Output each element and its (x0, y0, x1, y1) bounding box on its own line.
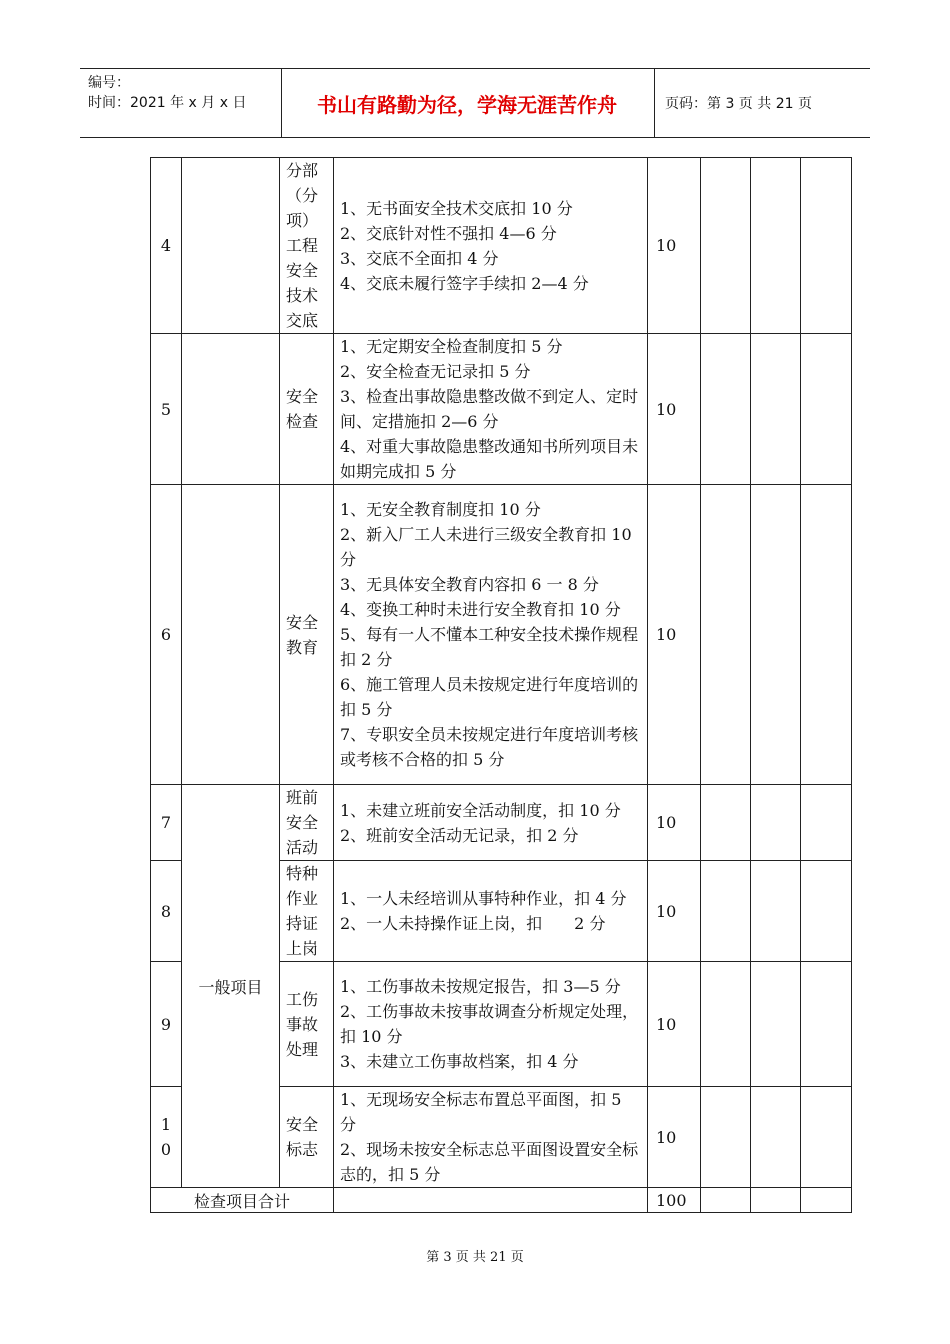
criterion: 2、一人未持操作证上岗，扣 2 分 (340, 914, 606, 933)
criteria-cell (334, 158, 648, 334)
blank-cell (751, 485, 801, 785)
blank-cell (751, 785, 801, 861)
criterion: 1、无书面安全技术交底扣 10 分 (340, 198, 573, 218)
criterion: 6、施工管理人员未按规定进行年度培训的扣 5 分 (340, 675, 639, 719)
blank-cell (701, 1188, 751, 1213)
total-score: 100 (648, 1188, 701, 1213)
blank-cell (701, 1087, 751, 1188)
blank-cell (751, 158, 801, 334)
row-number: 5 (151, 334, 182, 485)
criterion: 2、班前安全活动无记录，扣 2 分 (340, 825, 579, 845)
total-label: 检查项目合计 (151, 1188, 334, 1213)
category-cell (182, 158, 280, 334)
time-label: 时间：2021 年 x 月 x 日 (88, 95, 247, 111)
criteria-cell (334, 785, 648, 861)
blank-cell (751, 1188, 801, 1213)
blank-cell (751, 1087, 801, 1188)
header-meta (88, 73, 246, 113)
criterion: 7、专职安全员未按规定进行年度培训考核或考核不合格的扣 5 分 (340, 725, 639, 769)
criterion: 2、现场未按安全标志总平面图设置安全标志的，扣 5 分 (340, 1140, 639, 1184)
blank-cell (801, 785, 852, 861)
blank-cell (801, 485, 852, 785)
criterion: 2、工伤事故未按事故调查分析规定处理，扣 10 分 (340, 1002, 639, 1046)
inspection-table (150, 157, 852, 1213)
criterion: 4、对重大事故隐患整改通知书所列项目未如期完成扣 5 分 (340, 437, 639, 481)
blank-cell (801, 1087, 852, 1188)
category-cell (182, 334, 280, 485)
blank-cell (751, 334, 801, 485)
criterion: 1、无定期安全检查制度扣 5 分 (340, 337, 563, 356)
score-cell: 10 (648, 962, 701, 1087)
blank-cell (801, 1188, 852, 1213)
criteria-cell (334, 334, 648, 485)
criterion: 5、每有一人不懂本工种安全技术操作规程扣 2 分 (340, 625, 639, 669)
table-row (151, 158, 852, 334)
row-number: 7 (151, 785, 182, 861)
table-row (151, 334, 852, 485)
row-number: 10 (151, 1087, 182, 1188)
row-number: 4 (151, 158, 182, 334)
row-number: 6 (151, 485, 182, 785)
category-cell (182, 485, 280, 785)
score-cell: 10 (648, 485, 701, 785)
score-cell: 10 (648, 158, 701, 334)
score-cell: 10 (648, 785, 701, 861)
criteria-cell (334, 485, 648, 785)
criterion: 1、未建立班前安全活动制度，扣 10 分 (340, 800, 621, 820)
header-motto: 书山有路勤为径，学海无涯苦作舟 (317, 93, 617, 117)
criteria-cell (334, 962, 648, 1087)
row-number: 9 (151, 962, 182, 1087)
criterion: 1、工伤事故未按规定报告，扣 3—5 分 (340, 977, 621, 996)
page-header (80, 68, 870, 138)
score-cell: 10 (648, 334, 701, 485)
table-row (151, 785, 852, 861)
criterion: 4、变换工种时未进行安全教育扣 10 分 (340, 600, 621, 619)
header-page-info: 页码：第 3 页 共 21 页 (665, 96, 812, 112)
item-name: 安全检查 (280, 334, 334, 485)
criterion: 4、交底未履行签字手续扣 2—4 分 (340, 273, 589, 293)
blank-cell (751, 962, 801, 1087)
blank-cell (701, 785, 751, 861)
blank-cell (801, 334, 852, 485)
blank-cell (801, 158, 852, 334)
number-label: 编号： (88, 75, 130, 91)
table-row (151, 485, 852, 785)
blank-cell (701, 485, 751, 785)
row-number: 8 (151, 861, 182, 962)
item-name: 安全教育 (280, 485, 334, 785)
blank-cell (751, 861, 801, 962)
item-name: 分部（分项）工程安全技术交底 (280, 158, 334, 334)
blank-cell (701, 861, 751, 962)
blank-cell (334, 1188, 648, 1213)
blank-cell (701, 334, 751, 485)
blank-cell (701, 962, 751, 1087)
criterion: 3、检查出事故隐患整改做不到定人、定时间、定措施扣 2—6 分 (340, 387, 639, 431)
criterion: 2、安全检查无记录扣 5 分 (340, 362, 531, 381)
total-row (151, 1188, 852, 1213)
item-name: 安全标志 (280, 1087, 334, 1188)
criterion: 3、交底不全面扣 4 分 (340, 248, 499, 268)
blank-cell (801, 861, 852, 962)
blank-cell (701, 158, 751, 334)
blank-cell (801, 962, 852, 1087)
item-name: 工伤事故处理 (280, 962, 334, 1087)
category-general: 一般项目 (182, 785, 280, 1188)
criterion: 3、未建立工伤事故档案，扣 4 分 (340, 1052, 579, 1071)
criteria-cell (334, 861, 648, 962)
criterion: 3、无具体安全教育内容扣 6 一 8 分 (340, 575, 599, 594)
header-divider (654, 69, 655, 137)
criterion: 1、一人未经培训从事特种作业，扣 4 分 (340, 889, 627, 908)
page-footer: 第 3 页 共 21 页 (426, 1250, 524, 1265)
criteria-cell (334, 1087, 648, 1188)
score-cell: 10 (648, 861, 701, 962)
criterion: 2、交底针对性不强扣 4—6 分 (340, 223, 557, 243)
criterion: 1、无安全教育制度扣 10 分 (340, 500, 541, 519)
item-name: 特种作业持证上岗 (280, 861, 334, 962)
criterion: 2、新入厂工人未进行三级安全教育扣 10 分 (340, 525, 632, 569)
score-cell: 10 (648, 1087, 701, 1188)
criterion: 1、无现场安全标志布置总平面图，扣 5 分 (340, 1090, 622, 1134)
item-name: 班前安全活动 (280, 785, 334, 861)
